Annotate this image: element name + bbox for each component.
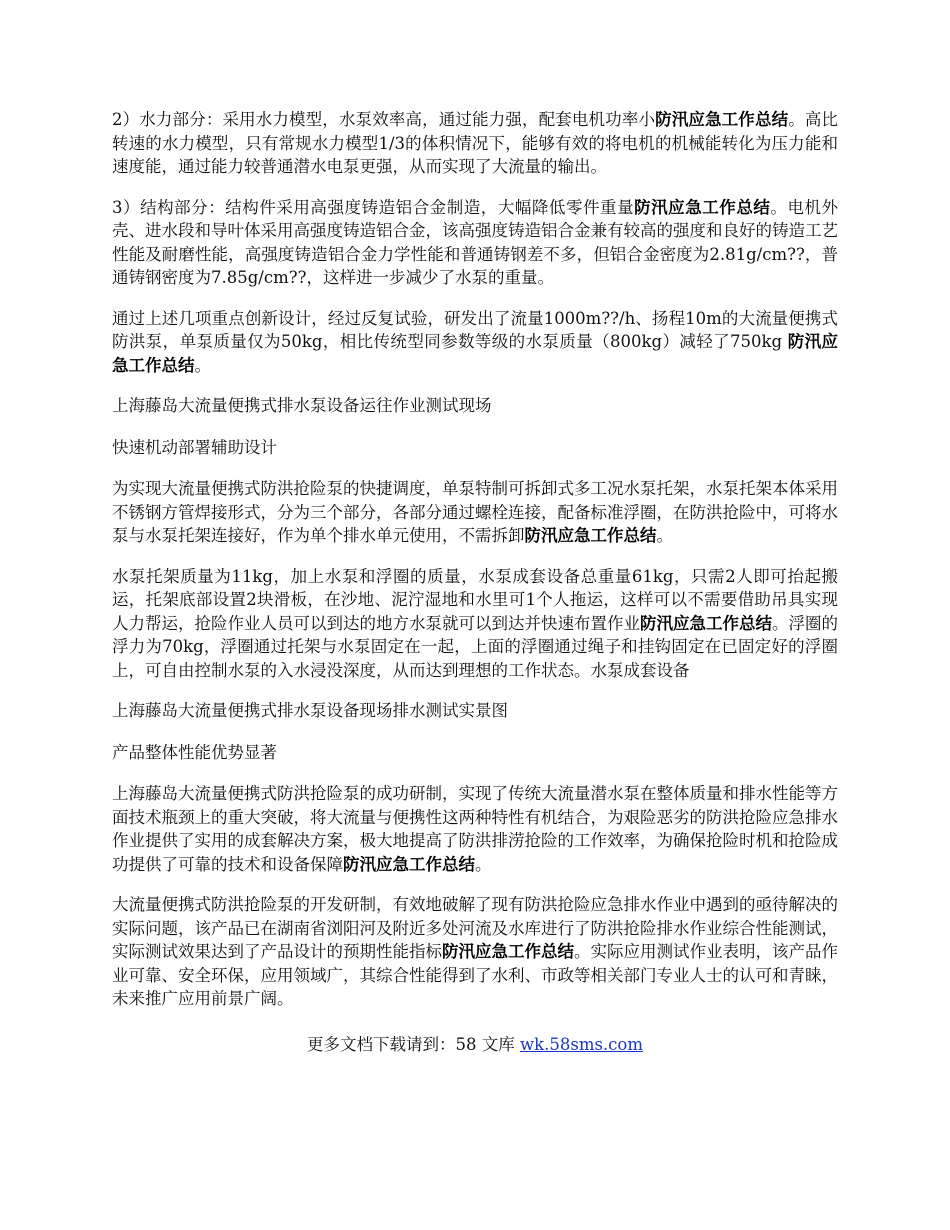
- footer-link[interactable]: wk.58sms.com: [519, 1034, 643, 1054]
- caption-transport: 上海藤岛大流量便携式排水泵设备运往作业测试现场: [112, 396, 492, 415]
- keyword-highlight: 防汛应急工作总结: [112, 332, 839, 375]
- footer: [112, 1033, 838, 1056]
- keyword-highlight: 防汛应急工作总结: [343, 854, 475, 874]
- section-heading-performance: 产品整体性能优势显著: [112, 742, 277, 762]
- keyword-highlight: 防汛应急工作总结: [634, 197, 771, 217]
- keyword-highlight: 防汛应急工作总结: [524, 526, 657, 545]
- paragraph-breakthrough: 上海藤岛大流量便携式防洪抢险泵的成功研制，实现了传统大流量潜水泵在整体质量和排水性能等方面技术瓶颈上的重大突破，将大流量与便携性这两种特性有机结合，为艰险恶劣的防洪抢险应急排水作业提供了实用的成套解决方案，极大地提高了防洪排涝抢险的工作效率，为确保抢险时机和抢险成功提供了可靠的技术和设备保障防汛应急工作总结。: [112, 784, 838, 874]
- keyword-highlight: 防汛应急工作总结: [655, 110, 789, 129]
- keyword-highlight: 防汛应急工作总结: [442, 942, 574, 961]
- section-heading-deployment: 快速机动部署辅助设计: [112, 437, 277, 457]
- paragraph-bracket-weight: 水泵托架质量为11kg，加上水泵和浮圈的质量，水泵成套设备总重量61kg，只需2人即可抬起搬运，托架底部设置2块滑板，在沙地、泥泞湿地和水里可1个人拖运，这样可以不需要借助吊具实现人力帮运，抢险作业人员可以到达的地方水泵就可以到达并快速布置作业防汛应急工作总结。浮圈的浮力为70kg，浮圈通过托架与水泵固定在一起，上面的浮圈通过绳子和挂钩固定在已固定好的浮圈上，可自由控制水泵的入水浸没深度，从而达到理想的工作状态。水泵成套设备: [112, 566, 838, 680]
- caption-field-test: 上海藤岛大流量便携式排水泵设备现场排水测试实景图: [112, 701, 508, 720]
- keyword-highlight: 防汛应急工作总结: [640, 613, 772, 633]
- paragraph-bracket-design: 为实现大流量便携式防洪抢险泵的快捷调度，单泵特制可拆卸式多工况水泵托架，水泵托架本体采用不锈钢方管焊接形式，分为三个部分，各部分通过螺栓连接，配备标准浮圈，在防洪抢险中，可将水泵与水泵托架连接好，作为单个排水单元使用，不需拆卸防汛应急工作总结。: [112, 479, 838, 545]
- paragraph-innovation-result: 通过上述几项重点创新设计，经过反复试验，研发出了流量1000m??/h、扬程10m的大流量便携式防洪泵，单泵质量仅为50kg，相比传统型同参数等级的水泵质量（800kg）减轻了750kg 防汛应急工作总结。: [112, 308, 839, 375]
- paragraph-conclusion: 大流量便携式防洪抢险泵的开发研制，有效地破解了现有防洪抢险应急排水作业中遇到的亟待解决的实际问题，该产品已在湖南省浏阳河及附近多处河流及水库进行了防洪抢险排水作业综合性能测试，实际测试效果达到了产品设计的预期性能指标防汛应急工作总结。实际应用测试作业表明，该产品作业可靠、安全环保，应用领域广，其综合性能得到了水利、市政等相关部门专业人士的认可和青睐，未来推广应用前景广阔。: [112, 895, 838, 1008]
- paragraph-hydraulic: 2）水力部分：采用水力模型，水泵效率高，通过能力强，配套电机功率小防汛应急工作总结。高比转速的水力模型，只有常规水力模型1/3的体积情况下，能够有效的将电机的机械能转化为压力能和速度能，通过能力较普通潜水电泵更强，从而实现了大流量的输出。: [112, 110, 839, 176]
- paragraph-structure: 3）结构部分：结构件采用高强度铸造铝合金制造，大幅降低零件重量防汛应急工作总结。电机外壳、进水段和导叶体采用高强度铸造铝合金，该高强度铸造铝合金兼有较高的强度和良好的铸造工艺性能及耐磨性能，高强度铸造铝合金力学性能和普通铸钢差不多，但铝合金密度为2.81g/cm??，普通铸钢密度为7.85g/cm??，这样进一步减少了水泵的重量。: [112, 197, 839, 287]
- footer-text: 更多文档下载请到：58 文库: [306, 1034, 520, 1054]
